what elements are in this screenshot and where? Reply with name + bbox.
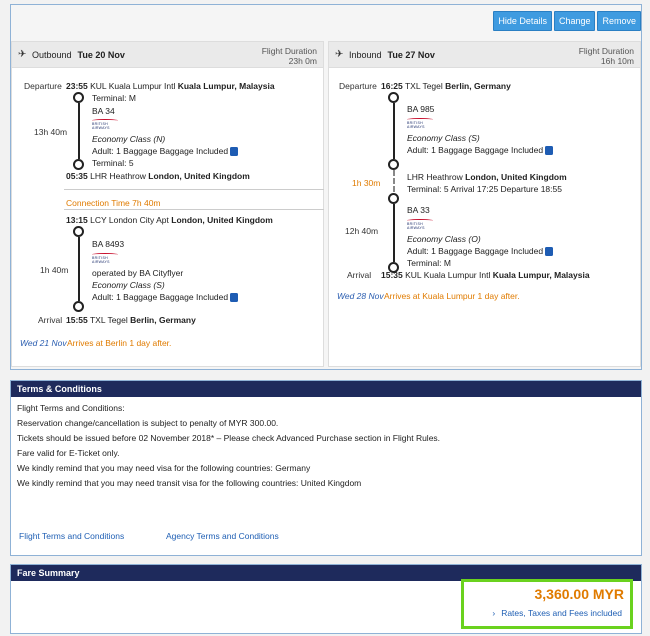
rates-taxes-fees-link[interactable]: › Rates, Taxes and Fees included [492, 608, 622, 618]
divider [64, 209, 324, 210]
baggage-text: Adult: 1 Baggage Baggage Included [92, 146, 229, 156]
remove-button[interactable]: Remove [597, 11, 641, 31]
departure-city: Kuala Lumpur, Malaysia [177, 81, 275, 91]
itinerary-section [10, 4, 642, 370]
segment-line [78, 103, 80, 159]
departure-label: Departure [339, 81, 377, 91]
fare-summary-section [10, 564, 642, 634]
inbound-header [329, 42, 640, 68]
chevron-right-icon: › [492, 608, 496, 618]
segment-duration: 12h 40m [345, 226, 379, 236]
flight-number: BA 34 [92, 106, 115, 116]
outbound-title: Outbound [32, 50, 72, 60]
segment-duration: 1h 40m [40, 265, 69, 275]
terms-line: Fare valid for E-Ticket only. [17, 448, 120, 458]
segment-line [393, 103, 395, 159]
hide-details-button[interactable]: Hide Details [493, 11, 552, 31]
flight-duration-value: 16h 10m [600, 56, 634, 66]
flight-duration-value: 23h 0m [288, 56, 317, 66]
baggage-icon [545, 146, 553, 155]
terms-line: Flight Terms and Conditions: [17, 403, 125, 413]
arrival-airport: TXL Tegel [89, 315, 128, 325]
stop-node [388, 159, 399, 170]
flight-number: BA 985 [407, 104, 435, 114]
connection-time: Connection Time 7h 40m [66, 198, 161, 208]
terminal-text: Terminal: M [92, 93, 136, 103]
divider [64, 189, 324, 190]
terms-section [10, 380, 642, 556]
flight-number: BA 33 [407, 205, 430, 215]
terms-line: We kindly remind that you may need transit visa for the following countries: United Kingdom [17, 478, 362, 488]
baggage-text: Adult: 1 Baggage Baggage Included [407, 246, 544, 256]
departure-time: 13:15 [66, 215, 88, 225]
cabin-class: Economy Class (S) [407, 133, 480, 143]
outbound-date: Tue 20 Nov [77, 50, 125, 60]
departure-city: Berlin, Germany [445, 81, 511, 91]
segment-duration: 13h 40m [34, 127, 68, 137]
departure-time: 23:55 [66, 81, 88, 91]
stopover-duration: 1h 30m [352, 178, 381, 188]
fare-amount: 3,360.00 MYR [534, 586, 624, 602]
cabin-class: Economy Class (N) [92, 134, 166, 144]
departure-node [388, 92, 399, 103]
british-airways-logo: BRITISH AIRWAYS [92, 119, 118, 126]
arrival-time: 15:55 [66, 315, 88, 325]
british-airways-logo: BRITISH AIRWAYS [92, 253, 118, 260]
departure-airport: KUL Kuala Lumpur Intl [90, 81, 176, 91]
fare-highlight-box [461, 579, 633, 629]
flight-number: BA 8493 [92, 239, 125, 249]
itinerary-actions [493, 11, 641, 31]
outbound-panel [11, 41, 324, 367]
baggage-icon [230, 147, 238, 156]
agency-terms-link[interactable]: Agency Terms and Conditions [166, 531, 279, 541]
terms-lines [11, 397, 641, 493]
terms-line: Tickets should be issued before 02 November 2018* – Please check Advanced Purchase section in Flight Rules. [17, 433, 441, 443]
arrival-city: London, United Kingdom [148, 171, 250, 181]
fare-summary-title: Fare Summary [11, 565, 641, 581]
inbound-panel [328, 41, 641, 367]
stop-details: Terminal: 5 Arrival 17:25 Departure 18:55 [407, 184, 562, 194]
arrival-date: Wed 28 Nov [337, 291, 384, 301]
outbound-header [12, 42, 323, 68]
baggage-text: Adult: 1 Baggage Baggage Included [407, 145, 544, 155]
flight-terms-link[interactable]: Flight Terms and Conditions [19, 531, 125, 541]
arrival-date: Wed 21 Nov [20, 338, 67, 348]
flight-duration-label: Flight Duration [261, 46, 317, 56]
terminal-text: Terminal: 5 [92, 158, 134, 168]
departure-city: London, United Kingdom [171, 215, 273, 225]
arrival-city: Berlin, Germany [130, 315, 196, 325]
inbound-date: Tue 27 Nov [387, 50, 435, 60]
arrival-node [73, 301, 84, 312]
departure-node [73, 226, 84, 237]
stop-airport: LHR Heathrow [407, 172, 463, 182]
arrival-note: Arrives at Kuala Lumpur 1 day after. [384, 291, 520, 301]
cabin-class: Economy Class (O) [407, 234, 481, 244]
cabin-class: Economy Class (S) [92, 280, 165, 290]
british-airways-logo: BRITISH AIRWAYS [407, 219, 433, 226]
segment-line [78, 237, 80, 301]
terms-title: Terms & Conditions [11, 381, 641, 397]
departure-airport: LCY London City Apt [90, 215, 169, 225]
departure-label: Departure [24, 81, 62, 91]
terminal-text: Terminal: M [407, 258, 451, 268]
stop-node [388, 193, 399, 204]
british-airways-logo: BRITISH AIRWAYS [407, 118, 433, 125]
baggage-text: Adult: 1 Baggage Baggage Included [92, 292, 229, 302]
arrival-city: Kuala Lumpur, Malaysia [492, 270, 590, 280]
arrival-label: Arrival [38, 315, 63, 325]
arrival-airport: KUL Kuala Lumpur Intl [405, 270, 491, 280]
arrival-node [73, 159, 84, 170]
departure-node [73, 92, 84, 103]
terms-line: Reservation change/cancellation is subject to penalty of MYR 300.00. [17, 418, 279, 428]
inbound-title: Inbound [349, 50, 382, 60]
departure-time: 16:25 [381, 81, 403, 91]
baggage-icon [230, 293, 238, 302]
plane-departure-icon: ✈ [18, 49, 27, 60]
flight-duration-label: Flight Duration [578, 46, 634, 56]
operated-by: operated by BA Cityflyer [92, 268, 184, 278]
stop-city: London, United Kingdom [465, 172, 567, 182]
arrival-label: Arrival [347, 270, 372, 280]
arrival-airport: LHR Heathrow [90, 171, 146, 181]
arrival-time: 05:35 [66, 171, 88, 181]
segment-line [393, 204, 395, 262]
change-button[interactable]: Change [554, 11, 596, 31]
arrival-note: Arrives at Berlin 1 day after. [67, 338, 172, 348]
terms-line: We kindly remind that you may need visa for the following countries: Germany [17, 463, 311, 473]
arrival-time: 15:35 [381, 270, 403, 280]
departure-airport: TXL Tegel [404, 81, 443, 91]
plane-arrival-icon: ✈ [335, 49, 344, 60]
baggage-icon [545, 247, 553, 256]
